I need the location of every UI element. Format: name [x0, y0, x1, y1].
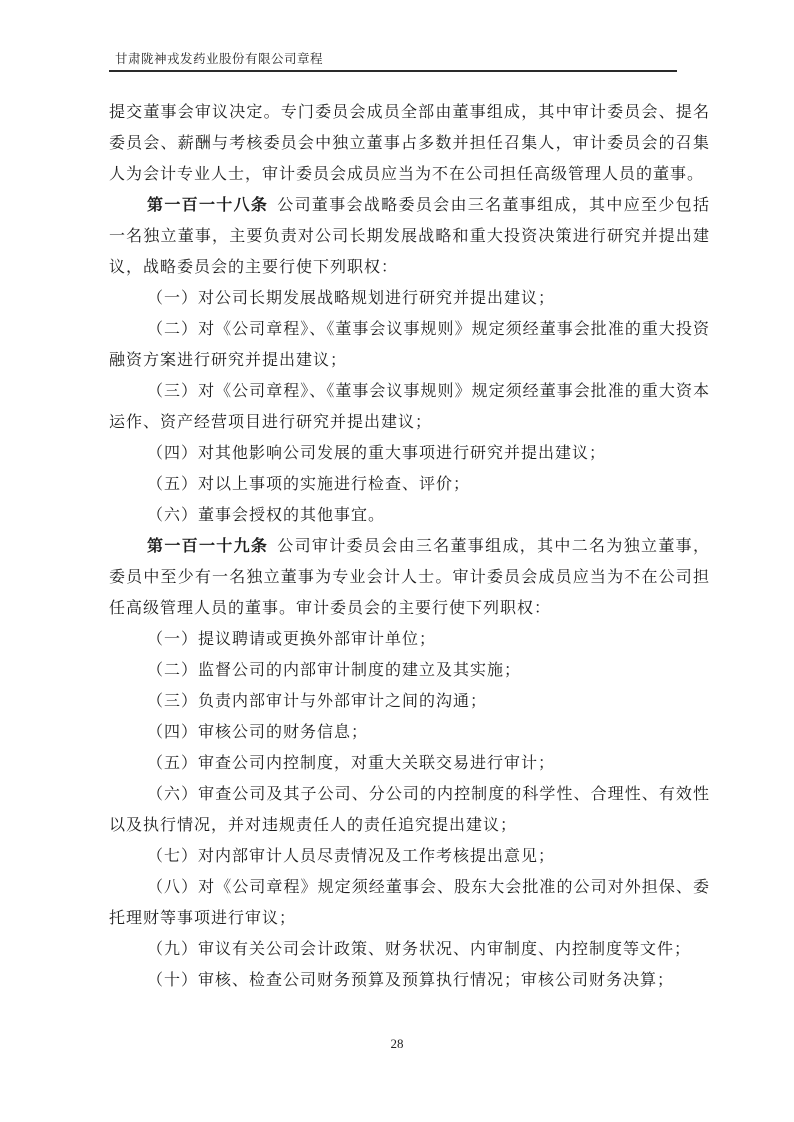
- article-119-item-9: （九）审议有关公司会计政策、财务状况、内审制度、内控制度等文件；: [147, 941, 692, 958]
- header-rule: [109, 70, 677, 72]
- article-118-item-1: （一）对公司长期发展战略规划进行研究并提出建议；: [147, 290, 556, 307]
- article-119-text: 公司审计委员会由三名董事组成，其中二名为独立董事，委员中至少有一名独立董事为专业会计人士。审计委员会成员应当为不在公司担任高级管理人员的董事。审计委员会的主要行使下列职权：: [109, 538, 710, 617]
- article-118-number: 第一百一十八条: [147, 197, 269, 214]
- paragraph-continuation: 提交董事会审议决定。专门委员会成员全部由董事组成，其中审计委员会、提名委员会、薪酬与考核委员会中独立董事占多数并担任召集人，审计委员会的召集人为会计专业人士，审计委员会成员应当为不在公司担任高级管理人员的董事。: [109, 104, 710, 183]
- article-119-item-2: （二）监督公司的内部审计制度的建立及其实施；: [147, 662, 522, 679]
- article-119-item-8: （八）对《公司章程》规定须经董事会、股东大会批准的公司对外担保、委托理财等事项进行审议；: [109, 879, 710, 927]
- article-119-item-10: （十）审核、检查公司财务预算及预算执行情况；审核公司财务决算；: [147, 972, 675, 989]
- article-118: [109, 190, 710, 283]
- article-119: [109, 531, 710, 624]
- article-118-item-2: （二）对《公司章程》、《董事会议事规则》规定须经董事会批准的重大投资融资方案进行研究并提出建议；: [109, 321, 710, 369]
- article-119-item-6: （六）审查公司及其子公司、分公司的内控制度的科学性、合理性、有效性以及执行情况，并对违规责任人的责任追究提出建议；: [109, 786, 710, 834]
- article-119-item-7: （七）对内部审计人员尽责情况及工作考核提出意见；: [147, 848, 556, 865]
- article-118-item-5: （五）对以上事项的实施进行检查、评价；: [147, 476, 471, 493]
- page-header-title: 甘肃陇神戎发药业股份有限公司章程: [115, 52, 324, 66]
- article-118-text: 公司董事会战略委员会由三名董事组成，其中应至少包括一名独立董事，主要负责对公司长期发展战略和重大投资决策进行研究并提出建议，战略委员会的主要行使下列职权：: [109, 197, 710, 276]
- article-118-item-4: （四）对其他影响公司发展的重大事项进行研究并提出建议；: [147, 445, 607, 462]
- article-119-number: 第一百一十九条: [147, 538, 269, 555]
- article-119-item-4: （四）审核公司的财务信息；: [147, 724, 369, 741]
- page-number: 28: [390, 1036, 404, 1051]
- article-119-item-1: （一）提议聘请或更换外部审计单位；: [147, 631, 437, 648]
- document-body: [109, 97, 710, 996]
- article-118-item-6: （六）董事会授权的其他事宜。: [147, 507, 386, 524]
- article-119-item-3: （三）负责内部审计与外部审计之间的沟通；: [147, 693, 488, 710]
- article-119-item-5: （五）审查公司内控制度，对重大关联交易进行审计；: [147, 755, 556, 772]
- article-118-item-3: （三）对《公司章程》、《董事会议事规则》规定须经董事会批准的重大资本运作、资产经营项目进行研究并提出建议；: [109, 383, 710, 431]
